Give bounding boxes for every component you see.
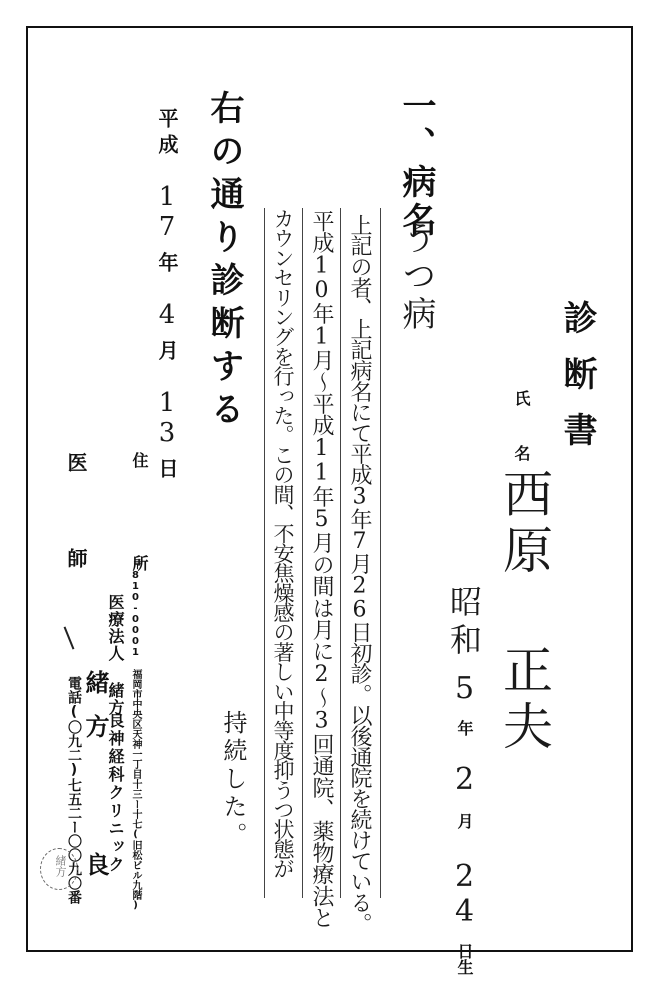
document-title: 診断書	[557, 300, 597, 468]
clinic-phone: 電話(〇九二)七五二ー〇〇九〇番	[66, 676, 82, 904]
birth-year: 5	[447, 671, 482, 706]
remarks-line-2: 平成10年1月〜平成11年5月の間は月に2〜3回通院、薬物療法と	[309, 210, 334, 929]
doctor-label: 医 師	[64, 452, 88, 594]
diagnosis-name: うつ病	[396, 220, 436, 334]
birth-era: 昭和	[445, 585, 483, 661]
rule-line	[302, 208, 303, 898]
rule-line	[380, 208, 381, 898]
issue-date	[154, 108, 180, 478]
clinic-name: 良神経科クリニック	[106, 712, 125, 874]
issue-month-unit: 月	[155, 340, 179, 360]
clinic-address: 〒810-0001 福岡市中央区天神一丁目十三ー十七(旧松ビル九階)	[130, 560, 141, 911]
rule-line	[340, 208, 341, 898]
issue-era: 平成	[155, 108, 179, 160]
address-label: 住 所	[130, 452, 149, 605]
issue-day: 13	[152, 388, 182, 448]
issue-year: 17	[152, 182, 182, 242]
name-label: 氏 名	[512, 390, 531, 471]
birth-date	[445, 585, 483, 975]
clinic-corporation: 医療法人 緒方	[106, 594, 125, 716]
diagnosis-heading: 一、病名	[396, 88, 436, 240]
issue-month: 4	[152, 300, 182, 330]
birth-day-unit: 日生	[455, 943, 474, 975]
birth-day: 24	[447, 859, 482, 929]
doctor-surname: 緒方	[81, 670, 109, 758]
rule-line	[264, 208, 265, 898]
remarks-line-1: 上記の者、上記病名にて平成3年7月26日初診。以後通院を続けている。	[347, 214, 372, 934]
remarks-line-3: カウンセリングを行った。この間、不安焦燥感の著しい中等度抑うつ状態が	[271, 208, 295, 878]
birth-year-unit: 年	[455, 720, 474, 736]
certification-text: 右の通り診断する	[204, 90, 244, 434]
issue-day-unit: 日	[155, 458, 179, 478]
personal-seal: 緒方	[40, 848, 78, 890]
remarks-line-4: 持続した。	[219, 710, 247, 850]
doctor-given-name: 良	[81, 852, 109, 876]
patient-name: 西原 正夫	[495, 468, 553, 756]
birth-month: 2	[447, 762, 482, 797]
birth-month-unit: 月	[455, 813, 474, 829]
issue-year-unit: 年	[155, 252, 179, 272]
